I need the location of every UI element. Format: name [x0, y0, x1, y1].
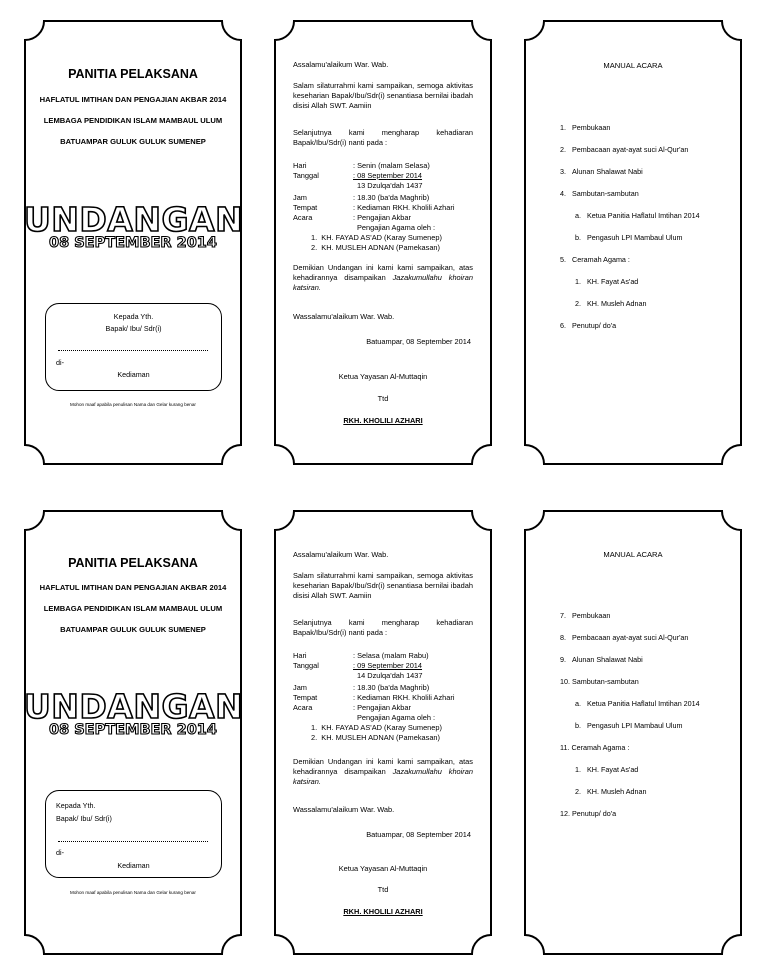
address-box [45, 790, 222, 878]
manual-subitem: 2. KH. Musleh Adnan [575, 299, 647, 308]
tempat-label: Tempat [293, 693, 318, 702]
manual-item: 3. Alunan Shalawat Nabi [560, 167, 643, 176]
jam-label: Jam [293, 683, 307, 692]
to-label: Kepada Yth. [56, 801, 96, 810]
speaker-1: 1. KH. FAYAD AS'AD (Karay Sumenep) [311, 233, 442, 242]
speaker-1: 1. KH. FAYAD AS'AD (Karay Sumenep) [311, 723, 442, 732]
jam-value: : 18.30 (ba'da Maghrib) [353, 683, 430, 692]
pengajian-label: Pengajian Agama oleh : [357, 223, 436, 232]
manual-subitem: a. Ketua Panitia Haflatul Imtihan 2014 [575, 699, 700, 708]
manual-subitem: 2. KH. Musleh Adnan [575, 787, 647, 796]
hari-value: : Selasa (malam Rabu) [353, 651, 429, 660]
name-note: Mohon maaf apabila penulisan Nama dan Gelar kurang benar [70, 402, 196, 407]
name-note: Mohon maaf apabila penulisan Nama dan Gelar kurang benar [70, 890, 196, 895]
manual-title: MANUAL ACARA [603, 61, 663, 70]
signer-name: RKH. KHOLILI AZHARI [343, 416, 423, 425]
letter-card-2 [274, 510, 492, 955]
kediaman-label: Kediaman [117, 370, 150, 379]
manual-item: 1. Pembukaan [560, 123, 611, 132]
to-who: Bapak/ Ibu/ Sdr(i) [56, 814, 112, 823]
signer-name: RKH. KHOLILI AZHARI [343, 907, 423, 916]
manual-subitem: b. Pengasuh LPI Mambaul Ulum [575, 721, 683, 730]
closing-paragraph: Demikian Undangan ini kami kami sampaikan, atas kehadirannya disampaikan Jazakumullahu khoiran katsiran. [293, 263, 473, 292]
ttd: Ttd [377, 394, 389, 403]
letter-card-1 [274, 20, 492, 465]
headline-date: 08 SEPTEMBER 2014 [49, 235, 217, 251]
cover-line-1: HAFLATUL IMTIHAN DAN PENGAJIAN AKBAR 2014 [39, 95, 227, 104]
manual-item: 10. Sambutan-sambutan [560, 677, 639, 686]
di-label: di- [56, 358, 64, 367]
to-label: Kepada Yth. [113, 312, 154, 321]
signer-title: Ketua Yayasan Al-Muttaqin [338, 372, 428, 381]
invite-paragraph: Selanjutnya kami mengharap kehadiaran Bapak/Ibu/Sdr(i) nanti pada : [293, 128, 473, 147]
acara-label: Acara [293, 703, 313, 712]
cover-line-2: LEMBAGA PENDIDIKAN ISLAM MAMBAUL ULUM [43, 604, 223, 613]
intro-paragraph: Salam silaturrahmi kami sampaikan, semoga aktivitas keseharian Bapak/Ibu/Sdr(i) senantiasa bernilai ibadah disisi Allah SWT. Aamiin [293, 81, 473, 110]
tanggal-hijri: 14 Dzulqa'dah 1437 [357, 671, 423, 680]
jam-value: : 18.30 (ba'da Maghrib) [353, 193, 430, 202]
place-date: Batuampar, 08 September 2014 [366, 830, 471, 839]
tempat-value: : Kediaman RKH. Kholili Azhari [353, 203, 455, 212]
intro-paragraph: Salam silaturrahmi kami sampaikan, semoga aktivitas keseharian Bapak/Ibu/Sdr(i) senantiasa bernilai ibadah disisi Allah SWT. Aamiin [293, 571, 473, 600]
invite-paragraph: Selanjutnya kami mengharap kehadiaran Bapak/Ibu/Sdr(i) nanti pada : [293, 618, 473, 637]
place-date: Batuampar, 08 September 2014 [366, 337, 471, 346]
manual-card-1 [524, 20, 742, 465]
cover-line-1: HAFLATUL IMTIHAN DAN PENGAJIAN AKBAR 2014 [39, 583, 227, 592]
tempat-value: : Kediaman RKH. Kholili Azhari [353, 693, 455, 702]
cover-line-3: BATUAMPAR GULUK GULUK SUMENEP [60, 625, 206, 634]
tanggal-label: Tanggal [293, 661, 319, 670]
address-box [45, 303, 222, 391]
manual-card-2 [524, 510, 742, 955]
manual-item: 7. Pembukaan [560, 611, 611, 620]
closing-paragraph: Demikian Undangan ini kami kami sampaikan, atas kehadirannya disampaikan Jazakumullahu khoiran katsiran. [293, 757, 473, 786]
farewell: Wassalamu'alaikum War. Wab. [293, 805, 395, 814]
manual-subitem: 1. KH. Fayat As'ad [575, 765, 639, 774]
manual-item: 4. Sambutan-sambutan [560, 189, 639, 198]
manual-item: 8. Pembacaan ayat-ayat suci Al-Qur'an [560, 633, 689, 642]
tanggal-hijri: 13 Dzulqa'dah 1437 [357, 181, 423, 190]
headline-undangan: UNDANGAN [24, 200, 244, 239]
jam-label: Jam [293, 193, 307, 202]
greeting: Assalamu'alaikum War. Wab. [293, 60, 389, 69]
manual-item: 9. Alunan Shalawat Nabi [560, 655, 643, 664]
di-label: di- [56, 848, 64, 857]
manual-subitem: a. Ketua Panitia Haflatul Imtihan 2014 [575, 211, 700, 220]
speaker-2: 2. KH. MUSLEH ADNAN (Pamekasan) [311, 243, 440, 252]
cover-title: PANITIA PELAKSANA [68, 67, 198, 81]
kediaman-label: Kediaman [117, 861, 150, 870]
name-line [58, 350, 208, 351]
headline-date: 08 SEPTEMBER 2014 [49, 722, 217, 738]
to-who: Bapak/ Ibu/ Sdr(i) [105, 324, 162, 333]
cover-card-2 [24, 510, 242, 955]
tanggal-label: Tanggal [293, 171, 319, 180]
name-line [58, 841, 208, 842]
headline-undangan: UNDANGAN [24, 687, 244, 726]
farewell: Wassalamu'alaikum War. Wab. [293, 312, 395, 321]
hari-label: Hari [293, 161, 307, 170]
manual-subitem: b. Pengasuh LPI Mambaul Ulum [575, 233, 683, 242]
manual-item: 11. Ceramah Agama : [560, 743, 630, 752]
cover-line-3: BATUAMPAR GULUK GULUK SUMENEP [60, 137, 206, 146]
cover-title: PANITIA PELAKSANA [68, 556, 198, 570]
manual-item: 6. Penutup/ do'a [560, 321, 617, 330]
tanggal-value: : 09 September 2014 [353, 661, 423, 670]
tanggal-value: : 08 September 2014 [353, 171, 423, 180]
manual-subitem: 1. KH. Fayat As'ad [575, 277, 639, 286]
tempat-label: Tempat [293, 203, 318, 212]
manual-item: 5. Ceramah Agama : [560, 255, 630, 264]
signer-title: Ketua Yayasan Al-Muttaqin [338, 864, 428, 873]
ttd: Ttd [377, 885, 389, 894]
hari-label: Hari [293, 651, 307, 660]
cover-card-1 [24, 20, 242, 465]
manual-item: 2. Pembacaan ayat-ayat suci Al-Qur'an [560, 145, 689, 154]
pengajian-label: Pengajian Agama oleh : [357, 713, 436, 722]
manual-item: 12. Penutup/ do'a [560, 809, 617, 818]
manual-title: MANUAL ACARA [603, 550, 663, 559]
acara-value: : Pengajian Akbar [353, 703, 411, 712]
speaker-2: 2. KH. MUSLEH ADNAN (Pamekasan) [311, 733, 440, 742]
cover-line-2: LEMBAGA PENDIDIKAN ISLAM MAMBAUL ULUM [43, 116, 223, 125]
acara-label: Acara [293, 213, 313, 222]
acara-value: : Pengajian Akbar [353, 213, 411, 222]
greeting: Assalamu'alaikum War. Wab. [293, 550, 389, 559]
hari-value: : Senin (malam Selasa) [353, 161, 430, 170]
